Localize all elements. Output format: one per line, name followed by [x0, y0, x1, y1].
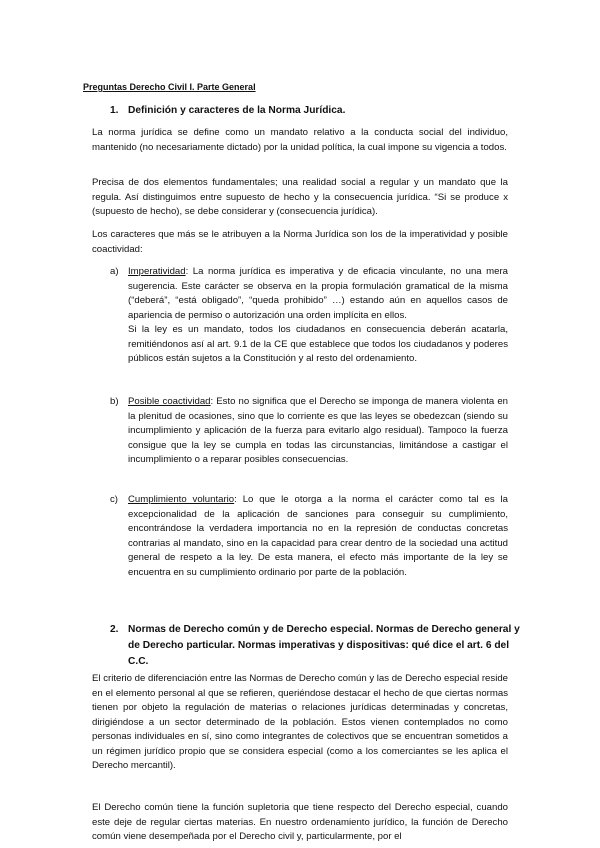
list-item-term: Cumplimiento voluntario — [128, 494, 235, 505]
list-item-body — [110, 493, 508, 580]
paragraph-definition: La norma jurídica se define como un mandato relativo a la conducta social del individuo, mantenido (no necesariamente dictado) por la unidad política, la cual impone su vigencia a todos. — [92, 127, 508, 153]
list-item-body — [110, 265, 508, 323]
list-item-label: c) — [110, 494, 118, 505]
list-item-body — [110, 395, 508, 468]
list-item-label: a) — [110, 266, 119, 277]
list-item-text: : Lo que le otorga a la norma el carácter como tal es la excepcionalidad de la aplicación de sanciones para conseguir su cumplimiento, encontrándose la verdadera importancia no en la represión de conductas concretas contrarias al mandato, sino en la capacidad para crear dentro de la sociedad una actitud general de respeto a la ley. De esta manera, el efecto más importante de la ley se encuentra en su cumplimiento ordinario por parte de la población. — [128, 494, 508, 578]
section-2-number: 2. — [110, 624, 119, 635]
section-2-heading — [110, 622, 520, 670]
section-2-title: Normas de Derecho común y de Derecho especial. Normas de Derecho general y de Derecho particular. Normas imperativas y dispositivas: qué dice el art. 6 del C.C. — [128, 624, 520, 667]
list-item-coactividad — [110, 395, 508, 468]
document-title: Preguntas Derecho Civil I. Parte General — [83, 82, 256, 92]
paragraph-funcion-supletoria: El Derecho común tiene la función supletoria que tiene respecto del Derecho especial, cuando este deje de regular ciertas materias. En nuestro ordenamiento jurídico, la función de Derecho común viene desempeñada por el Derecho civil y, particularmente, por el — [92, 802, 508, 842]
section-1-number: 1. — [110, 105, 119, 116]
paragraph-characteristics: Los caracteres que más se le atribuyen a la Norma Jurídica son los de la imperatividad y posible coactividad: — [92, 229, 508, 255]
paragraph-derecho-comun-especial: El criterio de diferenciación entre las Normas de Derecho común y las de Derecho especial reside en el elemento personal al que se refieren, queriéndose destacar el hecho de que ciertas normas tienen por objeto la regulación de materias o relaciones jurídicas determinadas y concretas, dirigiéndose a un sector determinado de la población. Estos vienen contemplados no como personas individuales en sí, sino como integrantes de colectivos que se encuentran sometidos a un régimen jurídico propio que se considera especial (como a los comerciantes se les aplica el Derecho mercantil). — [92, 673, 508, 771]
list-item-cumplimiento — [110, 493, 508, 580]
list-item-term: Posible coactividad — [128, 396, 211, 407]
list-item-term: Imperatividad — [128, 266, 186, 277]
section-1-heading — [110, 104, 345, 119]
paragraph-elements: Precisa de dos elementos fundamentales; una realidad social a regular y un mandato que la regula. Así distinguimos entre supuesto de hecho y la consecuencia jurídica. “Si se produce x (supuesto de hecho), se debe considerar y (consecuencia jurídica). — [92, 177, 508, 217]
list-item-imperatividad — [110, 265, 508, 367]
list-item-text: : Esto no significa que el Derecho se imponga de manera violenta en la plenitud de ocasiones, sino que lo corriente es que las leyes se obedezcan (siendo su incumplimiento y aplicación de la fuerza para evitarlo algo residual). Tampoco la fuerza consigue que la ley se cumpla en todas las circunstancias, limitándose a castigar el incumplimiento o a reparar posibles consecuencias. — [128, 396, 508, 465]
list-item-text: : La norma jurídica es imperativa y de eficacia vinculante, no una mera sugerencia. Este carácter se observa en la propia formulación gramatical de la misma (“deberá”, “está obligado”, “queda prohibido” …) estando aún en aquellos casos de apariencia de permiso o autorización una orden implícita en ellos. — [128, 266, 508, 321]
section-1-title: Definición y caracteres de la Norma Jurídica. — [128, 105, 346, 116]
list-item-extra: Si la ley es un mandato, todos los ciudadanos en consecuencia deberán acatarla, remitiéndonos así al art. 9.1 de la CE que establece que todos los ciudadanos y poderes públicos están sujetos a la Constitución y al resto del ordenamiento. — [128, 324, 508, 364]
list-item-label: b) — [110, 396, 119, 407]
